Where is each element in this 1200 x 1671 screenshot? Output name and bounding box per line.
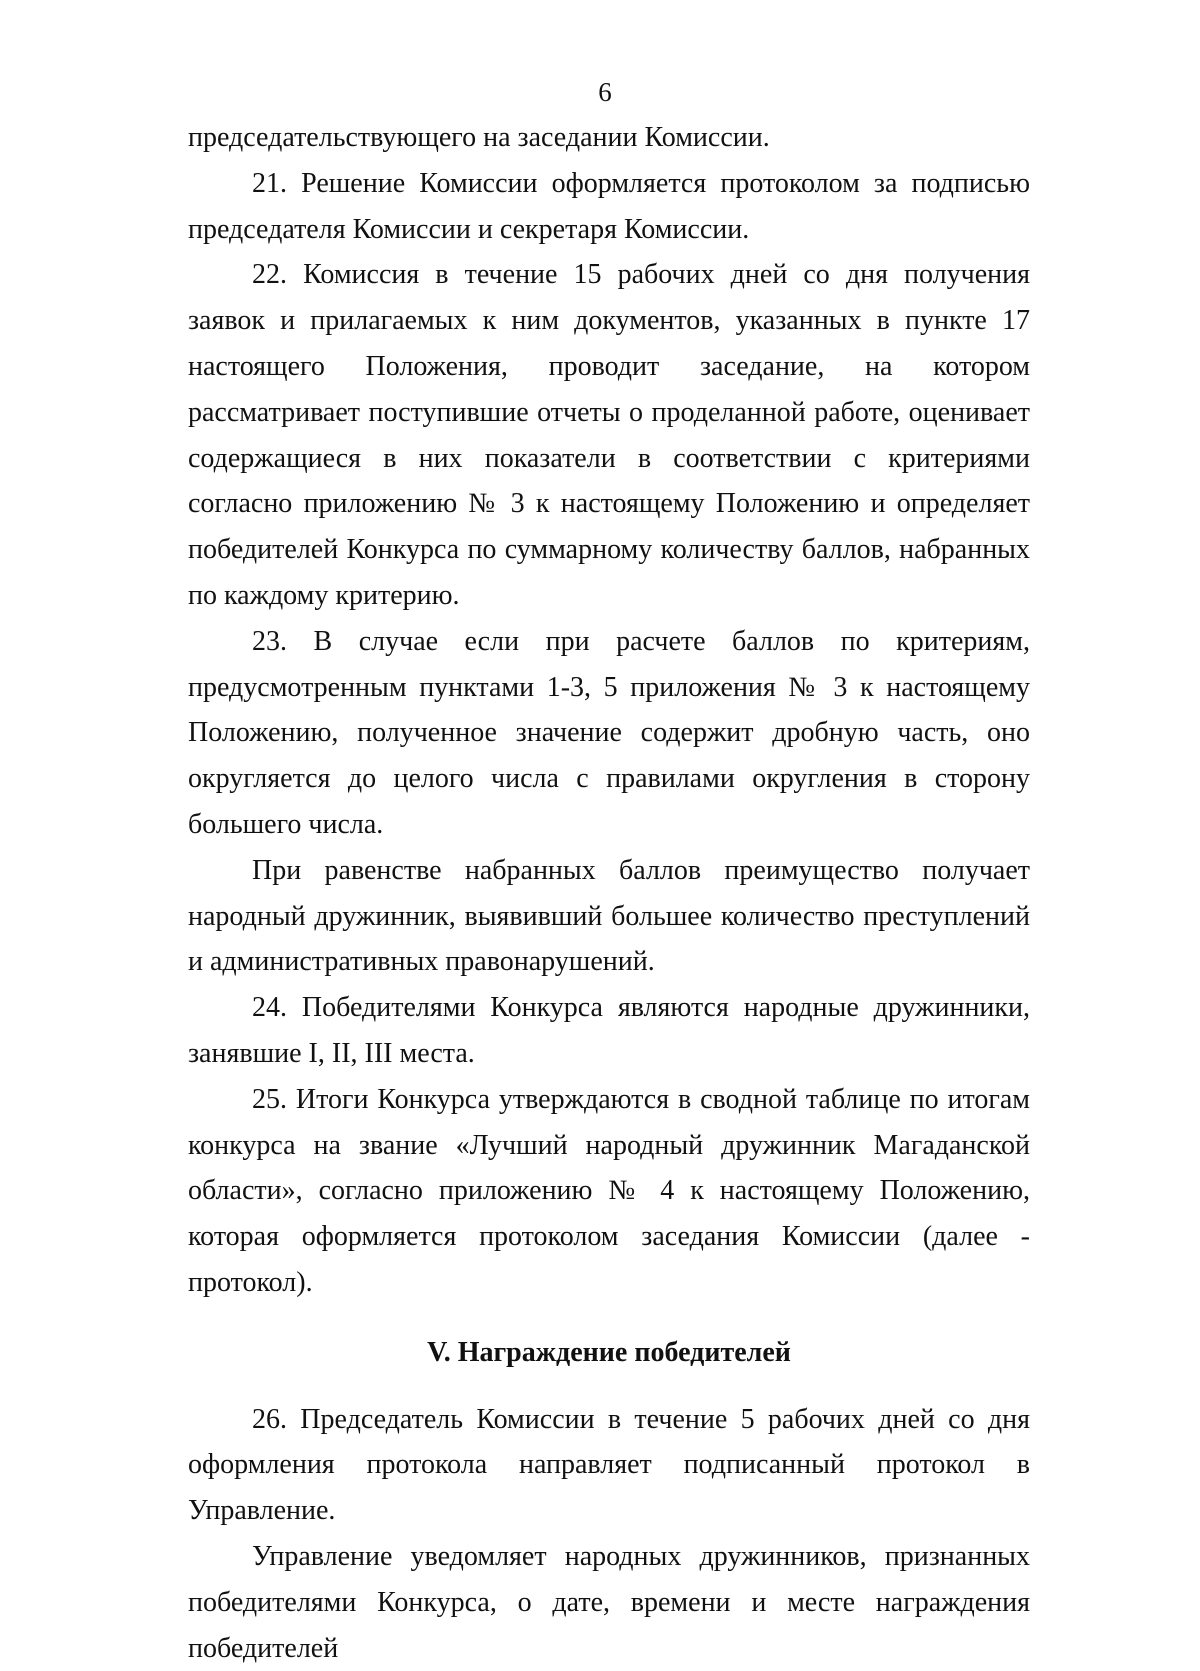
section-heading: V. Награждение победителей [427,1336,791,1368]
paragraph-22: 22. Комиссия в течение 15 рабочих дней со дня получения заявок и прилагаемых к ним документов, указанных в пункте 17 настоящего Положения, проводит заседание, на котором рассматривает поступившие отчеты о проделанной работе, оценивает содержащиеся в них показатели в соответствии с критериями согласно приложению № 3 к настоящему Положению и определяет победителей Конкурса по суммарному количеству баллов, набранных по каждому критерию. [188,259,1030,611]
paragraph-24: 24. Победителями Конкурса являются народные дружинники, занявшие I, II, III места. [188,992,1030,1069]
paragraph-23: 23. В случае если при расчете баллов по критериям, предусмотренным пунктами 1-3, 5 приложения № 3 к настоящему Положению, полученное значение содержит дробную часть, оно округляется до целого числа с правилами округления в сторону большего числа. [188,625,1030,840]
document-body [188,115,1030,1671]
paragraph-continuation: председательствующего на заседании Комиссии. [188,122,770,153]
paragraph-23-tiebreak: При равенстве набранных баллов преимущество получает народный дружинник, выявивший большее количество преступлений и административных правонарушений. [188,854,1030,978]
page-number: 6 [598,77,612,107]
paragraph-25: 25. Итоги Конкурса утверждаются в сводной таблице по итогам конкурса на звание «Лучший народный дружинник Магаданской области», согласно приложению № 4 к настоящему Положению, которая оформляется протоколом заседания Комиссии (далее - протокол). [188,1083,1030,1298]
paragraph-26: 26. Председатель Комиссии в течение 5 рабочих дней со дня оформления протокола направляет подписанный протокол в Управление. [188,1403,1030,1527]
paragraph-26-notification: Управление уведомляет народных дружинников, признанных победителями Конкурса, о дате, времени и месте награждения победителей [188,1540,1030,1664]
paragraph-21: 21. Решение Комиссии оформляется протоколом за подписью председателя Комиссии и секретаря Комиссии. [188,167,1030,245]
